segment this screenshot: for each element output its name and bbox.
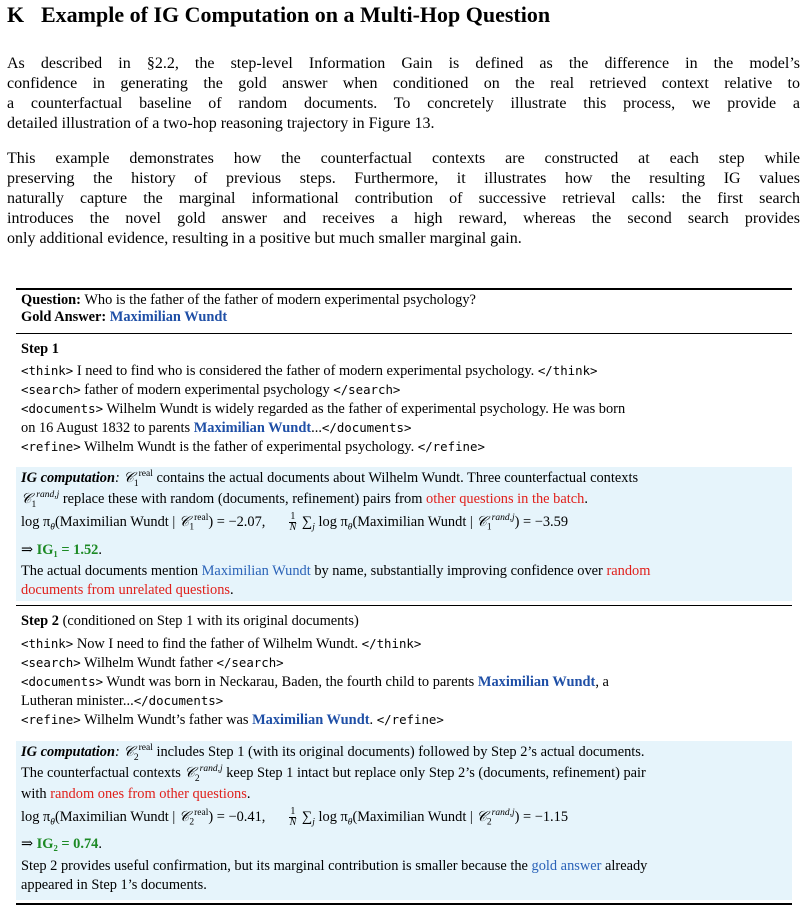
step2-think xyxy=(21,635,421,653)
refine-tag: <refine> xyxy=(21,712,81,727)
sum-index: j xyxy=(312,522,315,533)
ig1-formula: $\log \pi_\theta(Maximilian$ Wundt | 𝒞$_1^{real}$) = −2.07, $\frac{1}{N}$ $\sum_j$ $\log \pi_\theta(Maximilian$ Wundt | 𝒞$_1^{rand,j}$) = −3.59 xyxy=(21,511,569,533)
rand-superscript: rand,j xyxy=(199,764,223,775)
documents-text: Wundt was born in Neckarau, Baden, the fourth child to parents xyxy=(103,674,478,690)
question-label: Question: xyxy=(21,292,81,308)
search-text: Wilhelm Wundt father xyxy=(80,655,217,671)
section-number: K xyxy=(7,2,25,27)
context-symbol: 𝒞 xyxy=(123,744,134,760)
blue-highlight: gold answer xyxy=(531,858,602,874)
ig-text: The counterfactual contexts xyxy=(21,765,185,781)
search-tag: <search> xyxy=(21,655,81,670)
red-highlight: random xyxy=(606,563,651,579)
real-superscript: real xyxy=(194,808,209,819)
section-title: Example of IG Computation on a Multi-Hop Question xyxy=(41,2,551,27)
answer-highlight: Maximilian Wundt xyxy=(193,420,312,436)
theta-sub: θ xyxy=(50,817,55,828)
step2-refine xyxy=(21,711,444,729)
equals: ) = xyxy=(208,808,229,825)
theta-sub: θ xyxy=(50,522,55,533)
answer-highlight: Maximilian Wundt xyxy=(477,674,596,690)
paragraph-line: As described in §2.2, the step-level Information Gain is defined as the difference in the model’s xyxy=(7,55,800,72)
documents-text: Lutheran minister... xyxy=(21,693,134,709)
red-highlight: documents from unrelated questions xyxy=(21,582,231,598)
context-symbol: 𝒞 xyxy=(178,808,190,825)
step1-think xyxy=(21,362,598,380)
think-text: I need to find who is considered the father of modern experimental psychology. xyxy=(73,363,538,379)
search-text: father of modern experimental psychology xyxy=(80,382,334,398)
paragraph-line: only additional evidence, resulting in a positive but much smaller marginal gain. xyxy=(7,230,522,247)
step1-documents-cont xyxy=(21,419,411,437)
step1-refine xyxy=(21,438,485,456)
paragraph-line: This example demonstrates how the counterfactual contexts are constructed at each step while xyxy=(7,150,800,167)
frac-numerator: 1 xyxy=(290,511,296,522)
context-symbol: 𝒞 xyxy=(476,808,487,825)
theta-sub: θ xyxy=(347,522,353,533)
gold-answer-line xyxy=(21,309,227,326)
ig1-note-cont: documents from unrelated questions. xyxy=(21,582,234,598)
log-pi: log π xyxy=(21,513,51,530)
paragraph-line: preserving the history of previous steps. Furthermore, it illustrates how the resulting IG values xyxy=(7,170,800,187)
ig1-panel xyxy=(16,467,792,601)
frac-denominator: N xyxy=(289,522,297,533)
step1-documents xyxy=(21,400,625,418)
box-top-rule xyxy=(16,288,792,290)
gold-answer-value: Maximilian Wundt xyxy=(109,309,228,325)
fraction xyxy=(289,807,296,828)
ig-text: with xyxy=(21,786,51,802)
log-pi: log π xyxy=(21,808,51,825)
context-symbol: 𝒞 xyxy=(123,470,134,486)
real-superscript: real xyxy=(138,469,153,480)
red-highlight: random ones from other questions xyxy=(50,786,247,802)
documents-text: Wilhelm Wundt is widely regarded as the father of experimental psychology. He was born xyxy=(103,401,626,417)
paragraph-line: introduces the novel gold answer and receives a high reward, whereas the second search provides xyxy=(7,210,800,227)
step1-search xyxy=(21,381,400,399)
section-heading xyxy=(7,2,550,28)
log-pi: log π xyxy=(318,808,348,825)
documents-close-tag: </documents> xyxy=(321,420,412,435)
ig-text: already xyxy=(601,858,648,874)
think-text: Now I need to find the father of Wilhelm Wundt. xyxy=(73,636,362,652)
ig-text: The actual documents mention xyxy=(21,563,202,579)
ig2-result: ⇒ IG₂ = 0.74. xyxy=(21,836,102,852)
equals: ) = xyxy=(514,513,535,530)
formula-arg: (Maximilian Wundt | xyxy=(352,513,477,530)
ig-label: IG computation xyxy=(21,744,115,760)
ig-text: appeared in Step 1’s documents. xyxy=(21,877,207,893)
paragraph-2 xyxy=(7,149,800,249)
refine-close-tag: </refine> xyxy=(417,439,485,454)
equals: ) = xyxy=(208,513,229,530)
sum-index: j xyxy=(312,817,315,828)
gold-answer-label: Gold Answer: xyxy=(21,309,107,325)
ig-text: Step 2 provides useful confirmation, but its marginal contribution is smaller because the xyxy=(21,858,532,874)
ig-label: IG computation xyxy=(21,470,115,486)
ellipsis: ... xyxy=(311,420,322,436)
ig1-note xyxy=(21,563,650,580)
sum-symbol: ∑ xyxy=(298,808,313,825)
documents-tag: <documents> xyxy=(21,401,104,416)
ig2-line2: The counterfactual contexts 𝒞$_2^{rand,j}$ keep Step 1 intact but replace only Step 2’s (documents, refinement) pair xyxy=(21,764,646,784)
search-close-tag: </search> xyxy=(216,655,284,670)
paragraph-1 xyxy=(7,54,800,134)
ig-text: keep Step 1 intact but replace only Step 2’s (documents, refinement) pair xyxy=(222,765,646,781)
refine-text: Wilhelm Wundt is the father of experimental psychology. xyxy=(80,439,418,455)
ig2-formula: $\log \pi_\theta(Maximilian$ Wundt | 𝒞$_2^{real}$) = −0.41, $\frac{1}{N}$ $\sum_j$ $\log \pi_\theta(Maximilian$ Wundt | 𝒞$_2^{rand,j}$) = −1.15 xyxy=(21,806,569,828)
ig2-line3: with random ones from other questions. xyxy=(21,786,251,802)
real-logprob-value: −2.07, xyxy=(228,513,266,530)
documents-close-tag: </documents> xyxy=(133,693,224,708)
ig2-value: IG₂ = 0.74 xyxy=(36,836,99,852)
implies-symbol: ⇒ xyxy=(21,542,37,558)
rand-superscript: rand,j xyxy=(491,513,515,524)
paragraph-line: confidence in generating the gold answer when conditioned on the real retrieved context relative to xyxy=(7,75,800,92)
context-symbol: 𝒞 xyxy=(178,513,190,530)
real-logprob-value: −0.41, xyxy=(228,808,266,825)
sum-symbol: ∑ xyxy=(298,513,313,530)
ig1-value: IG₁ = 1.52 xyxy=(36,542,99,558)
rand-superscript: rand,j xyxy=(36,490,60,501)
theta-sub: θ xyxy=(347,817,353,828)
think-tag: <think> xyxy=(21,363,74,378)
step2-documents xyxy=(21,673,609,691)
refine-close-tag: </refine> xyxy=(376,712,444,727)
ig2-note xyxy=(21,858,647,875)
paragraph-line: naturally capture the marginal informational contribution of successive retrieval calls: the first search xyxy=(7,190,800,207)
question-line xyxy=(21,292,476,309)
refine-text: Wilhelm Wundt’s father was xyxy=(80,712,253,728)
documents-tag: <documents> xyxy=(21,674,104,689)
frac-numerator: 1 xyxy=(290,806,296,817)
log-pi: log π xyxy=(318,513,348,530)
ig1-line2: 𝒞$_1^{rand,j}$ replace these with random (documents, refinement) pairs from other questions in the batch. xyxy=(21,490,588,510)
paragraph-line: detailed illustration of a two-hop reasoning trajectory in Figure 13. xyxy=(7,115,435,132)
blue-highlight: Maximilian Wundt xyxy=(201,563,311,579)
context-symbol: 𝒞 xyxy=(21,491,32,507)
rand-logprob-value: −3.59 xyxy=(534,513,569,530)
paragraph-line: a counterfactual baseline of random documents. To concretely illustrate this process, we provide a xyxy=(7,95,800,112)
fraction xyxy=(289,512,296,533)
real-superscript: real xyxy=(194,513,209,524)
rand-logprob-value: −1.15 xyxy=(534,808,569,825)
ig-text: contains the actual documents about Wilhelm Wundt. Three counterfactual contexts xyxy=(152,470,639,486)
think-close-tag: </think> xyxy=(361,636,422,651)
think-tag: <think> xyxy=(21,636,74,651)
rand-superscript: rand,j xyxy=(491,808,515,819)
question-text: Who is the father of the father of modern experimental psychology? xyxy=(84,292,476,308)
divider xyxy=(16,333,792,334)
documents-text: , a xyxy=(595,674,609,690)
formula-arg: (Maximilian Wundt | xyxy=(54,808,179,825)
search-tag: <search> xyxy=(21,382,81,397)
step2-documents-cont xyxy=(21,692,223,710)
step1-title: Step 1 xyxy=(21,341,59,357)
formula-arg: (Maximilian Wundt | xyxy=(54,513,179,530)
step2-title-note: (conditioned on Step 1 with its original documents) xyxy=(58,613,359,629)
frac-denominator: N xyxy=(289,817,297,828)
ig-text: includes Step 1 (with its original documents) followed by Step 2’s actual documents. xyxy=(152,744,645,760)
refine-tag: <refine> xyxy=(21,439,81,454)
step2-title-line xyxy=(21,613,359,630)
documents-text: on 16 August 1832 to parents xyxy=(21,420,194,436)
ig-text: by name, substantially improving confidence over xyxy=(310,563,607,579)
refine-text: . xyxy=(369,712,377,728)
divider xyxy=(16,605,792,606)
red-highlight: other questions in the batch xyxy=(426,491,585,507)
search-close-tag: </search> xyxy=(333,382,401,397)
ig-text: replace these with random (documents, refinement) pairs from xyxy=(59,491,427,507)
box-bottom-rule xyxy=(16,903,792,905)
ig2-note-cont xyxy=(21,877,207,894)
equals: ) = xyxy=(514,808,535,825)
ig1-result: ⇒ IG₁ = 1.52. xyxy=(21,542,102,558)
step2-search xyxy=(21,654,284,672)
implies-symbol: ⇒ xyxy=(21,836,37,852)
context-symbol: 𝒞 xyxy=(476,513,487,530)
real-superscript: real xyxy=(138,743,153,754)
step2-title: Step 2 xyxy=(21,613,59,629)
answer-highlight: Maximilian Wundt xyxy=(252,712,370,728)
ig1-line1: IG computation: 𝒞$_1^{real}$ contains the actual documents about Wilhelm Wundt. Three counterfactual contexts xyxy=(21,469,639,489)
ig2-line1: IG computation: 𝒞$_2^{real}$ includes Step 1 (with its original documents) followed by Step 2’s actual documents. xyxy=(21,743,645,763)
formula-arg: (Maximilian Wundt | xyxy=(352,808,477,825)
context-symbol: 𝒞 xyxy=(184,765,195,781)
think-close-tag: </think> xyxy=(537,363,598,378)
